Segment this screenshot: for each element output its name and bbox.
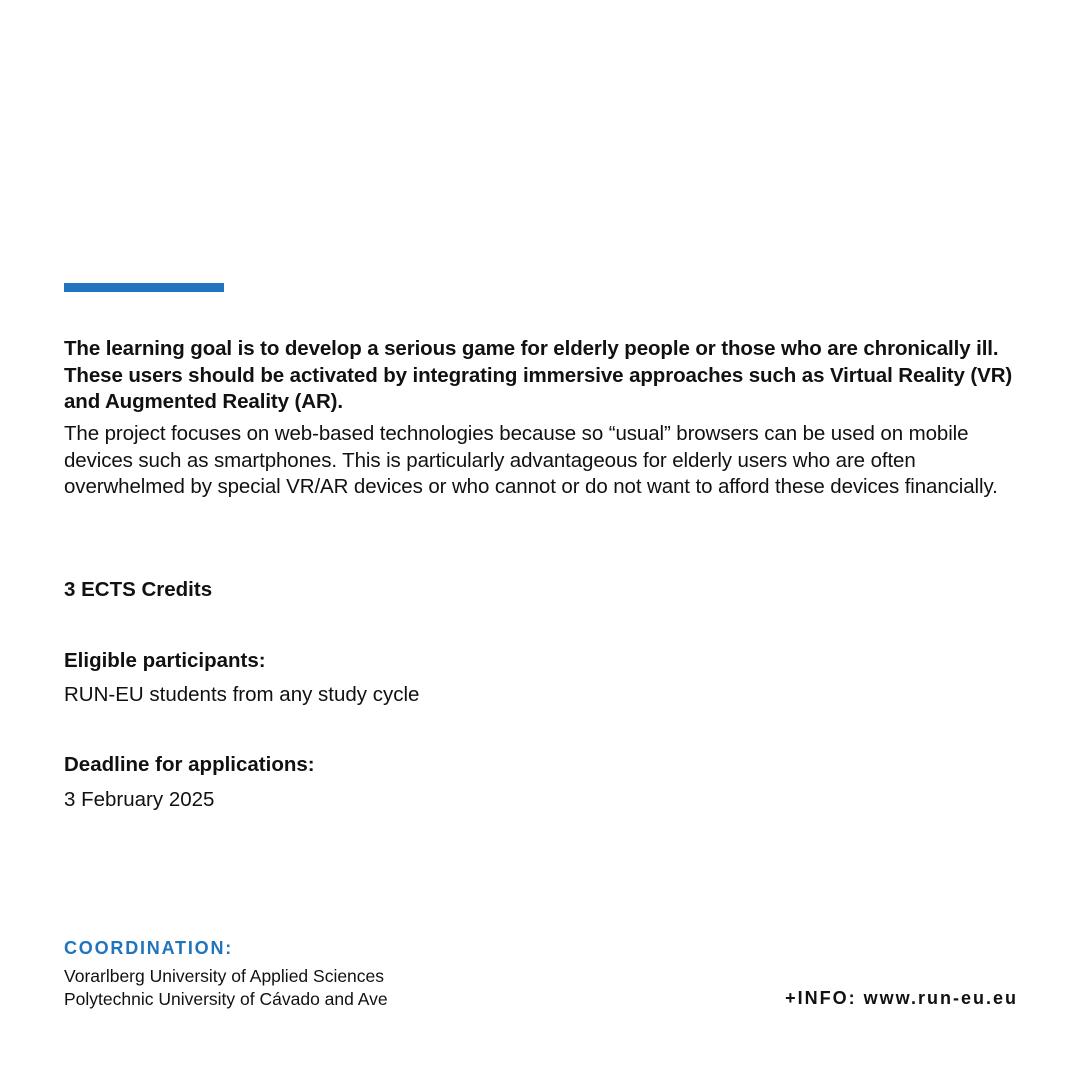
eligible-participants-label: Eligible participants:: [64, 649, 266, 672]
info-website-link[interactable]: +INFO: www.run-eu.eu: [785, 988, 1018, 1008]
accent-bar: [64, 283, 224, 292]
deadline-value: 3 February 2025: [64, 788, 215, 811]
deadline-label: Deadline for applications:: [64, 753, 315, 776]
coordination-heading: COORDINATION:: [64, 938, 234, 958]
eligible-participants-value: RUN-EU students from any study cycle: [64, 683, 420, 706]
description-text: The project focuses on web-based technologies because so “usual” browsers can be used on mobile devices such as smartphones. This is particularly advantageous for elderly users who are often overwhelmed by special VR/AR devices or who cannot or do not want to afford these devices financially.: [64, 422, 998, 498]
ects-credits: 3 ECTS Credits: [64, 578, 213, 601]
coordination-institution: Polytechnic University of Cávado and Ave: [64, 989, 388, 1009]
coordination-institution: Vorarlberg University of Applied Sciences: [64, 966, 385, 986]
intro-text: The learning goal is to develop a serious game for elderly people or those who are chronically ill. These users should be activated by integrating immersive approaches such as Virtual Reality (VR) and Augmented Reality (AR).: [64, 337, 1013, 413]
